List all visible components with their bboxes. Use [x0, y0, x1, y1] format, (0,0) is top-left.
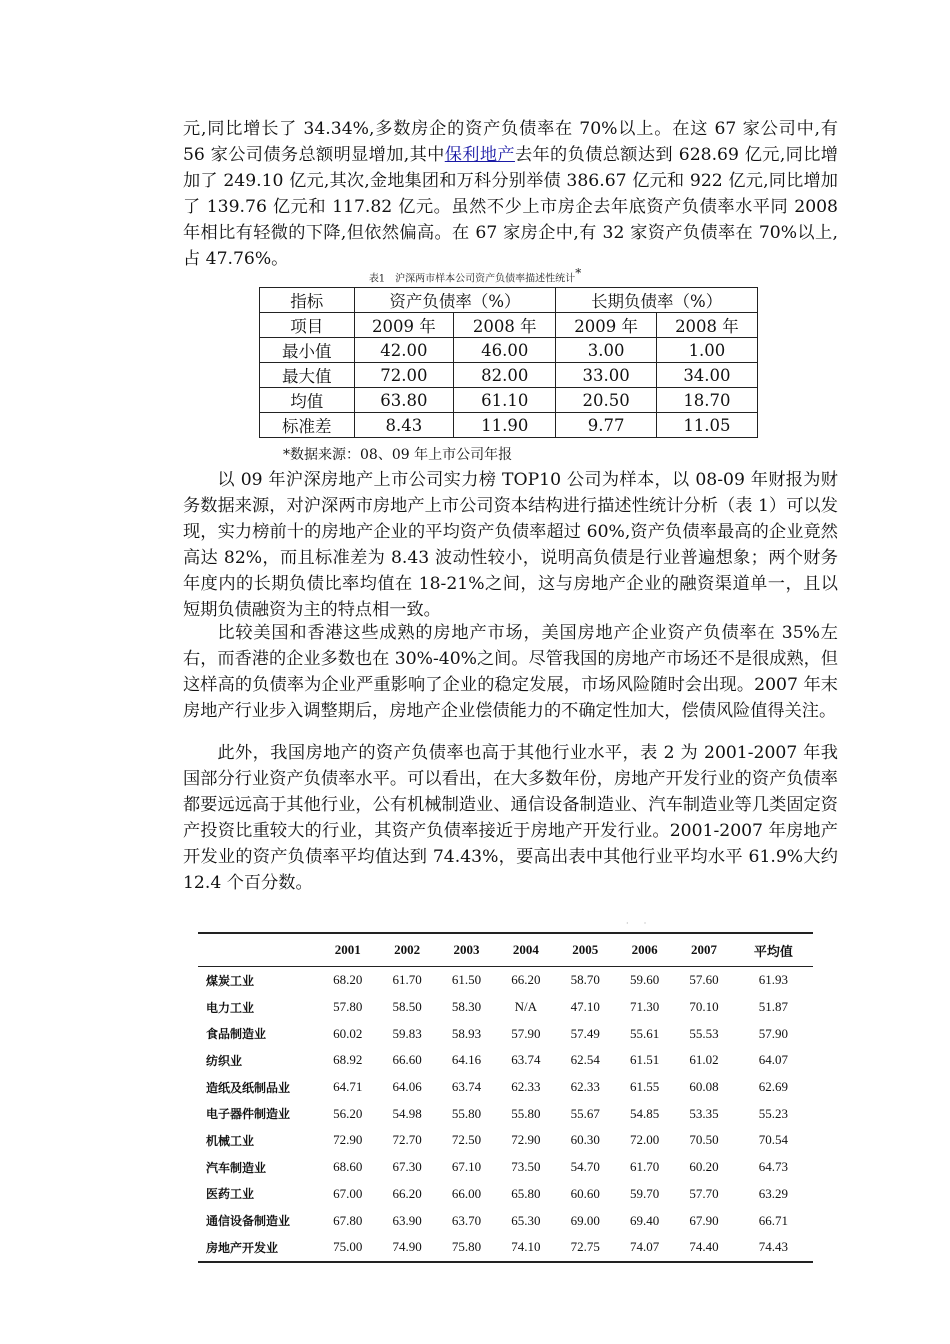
- table2-industry-cell: 通信设备制造业: [206, 1214, 291, 1229]
- table2-value-cell: 74.43: [758, 1239, 788, 1255]
- table1-cell: 61.10: [454, 388, 556, 413]
- table2-value-cell: 75.00: [333, 1239, 363, 1255]
- table2-value-cell: 65.30: [511, 1212, 541, 1228]
- table2-value-cell: 55.80: [451, 1105, 482, 1121]
- body-paragraph-1: 以 09 年沪深房地产上市公司实力榜 TOP10 公司为样本，以 08-09 年财报为财务数据来源，对沪深两市房地产上市公司资本结构进行描述性统计分析（表 1）可以发现，实力榜前十的房地产企业的平均资产负债率超过 60%,资产负债率最高的企业竟然高达 82%，而且标准差为 8.43 波动性较小，说明高负债是行业普遍想象；两个财务年度内的长期负债比率均值在 18-21%之间，这与房地产企业的融资渠道单一，且以短期负债融资为主的特点相一致。: [183, 470, 838, 620]
- table2-industry-cell: 电子器件制造业: [206, 1107, 291, 1122]
- table2-industry-cell: 房地产开发业: [206, 1240, 279, 1255]
- table2-value-cell: 73.50: [511, 1159, 541, 1175]
- table2-value-cell: 64.73: [758, 1159, 788, 1175]
- table2-value-cell: 53.35: [689, 1105, 719, 1121]
- table1-head-cell: 2009 年: [556, 313, 657, 338]
- table1-cell: 均值: [260, 388, 355, 413]
- table2-value-cell: 68.60: [333, 1159, 363, 1175]
- table2-value-cell: 59.60: [630, 972, 660, 988]
- table2-head-cell: 2007: [691, 942, 718, 957]
- table2-value-cell: 61.51: [630, 1052, 660, 1068]
- table2-value-cell: 70.50: [689, 1132, 719, 1148]
- table2-value-cell: 61.70: [630, 1159, 660, 1175]
- body-paragraph-3: 此外，我国房地产的资产负债率也高于其他行业水平，表 2 为 2001-2007 年我国部分行业资产负债率水平。可以看出，在大多数年份，房地产开发行业的资产负债率都要远远高于其他行业，公有机械制造业、通信设备制造业、汽车制造业等几类固定资产投资比重较大的行业，其资产负债率接近于房地产开发行业。2001-2007 年房地产开发业的资产负债率平均值达到 74.43%，要高出表中其他行业平均水平 61.9%大约 12.4 个百分数。: [183, 743, 838, 893]
- table2-row: [198, 1127, 813, 1154]
- table1-header-row: [260, 288, 758, 313]
- table2-row: [198, 1154, 813, 1181]
- table1-cell: 8.43: [354, 413, 454, 438]
- table2-value-cell: 58.93: [451, 1025, 482, 1041]
- table2-value-cell: 72.75: [570, 1239, 600, 1255]
- table2-value-cell: 63.70: [451, 1212, 482, 1228]
- table2-value-cell: 63.29: [758, 1185, 788, 1201]
- table2-row: [198, 1100, 813, 1127]
- table1-cell: 82.00: [454, 363, 556, 388]
- table2-value-cell: 67.90: [689, 1212, 719, 1228]
- table2-value-cell: 64.07: [758, 1052, 788, 1068]
- table2-head-cell: 平均值: [753, 943, 793, 959]
- table1-cell: 33.00: [556, 363, 657, 388]
- table2-value-cell: 62.54: [570, 1052, 600, 1068]
- table2-head-cell: 2001: [334, 942, 361, 957]
- table1-row: [260, 413, 758, 438]
- table1-cell: 标准差: [260, 413, 355, 438]
- table2-head-cell: [198, 933, 318, 967]
- intro-paragraph: [183, 116, 838, 272]
- table1-head-cell: 指标: [260, 288, 355, 313]
- table2-head-cell: 2005: [572, 942, 599, 957]
- table2-value-cell: 72.50: [451, 1132, 482, 1148]
- table2-industry-cell: 医药工业: [206, 1187, 255, 1202]
- table2-value-cell: 74.07: [630, 1239, 660, 1255]
- table1-cell: 34.00: [656, 363, 757, 388]
- table2-head-cell: 2003: [453, 942, 480, 957]
- table2-value-cell: 55.67: [570, 1105, 600, 1121]
- table2-industry-cell: 汽车制造业: [206, 1160, 267, 1175]
- table2-value-cell: 67.10: [451, 1159, 482, 1175]
- table2-industry-cell: 电力工业: [206, 1000, 255, 1015]
- table2-value-cell: 68.20: [333, 972, 363, 988]
- table1-subheader-row: [260, 313, 758, 338]
- table2-value-cell: 70.10: [689, 999, 719, 1015]
- table2-row: [198, 1234, 813, 1262]
- table2-industry-cell: 煤炭工业: [206, 973, 255, 988]
- table2-value-cell: 74.90: [392, 1239, 422, 1255]
- table2-value-cell: 63.74: [511, 1052, 541, 1068]
- table2-value-cell: 61.55: [630, 1079, 660, 1095]
- table2-head-cell: 2002: [394, 942, 421, 957]
- table2-value-cell: 54.98: [392, 1105, 422, 1121]
- baoli-link[interactable]: 保利地产: [444, 145, 515, 165]
- table1-row: [260, 363, 758, 388]
- table2-value-cell: 55.80: [511, 1105, 541, 1121]
- table1-row: [260, 388, 758, 413]
- table2-value-cell: 68.92: [333, 1052, 363, 1068]
- table2-value-cell: 57.70: [689, 1185, 719, 1201]
- table2-value-cell: 55.53: [689, 1025, 719, 1041]
- table1-head-cell: 2008 年: [656, 313, 757, 338]
- table2-industry-cell: 食品制造业: [206, 1027, 267, 1042]
- table2-head-cell: 2006: [631, 942, 658, 957]
- table2-value-cell: 51.87: [758, 999, 788, 1015]
- table2-value-cell: 62.33: [511, 1079, 541, 1095]
- table1-cell: 最大值: [260, 363, 355, 388]
- table2-value-cell: 74.10: [511, 1239, 541, 1255]
- table2-value-cell: 60.20: [689, 1159, 719, 1175]
- table2-value-cell: 67.80: [333, 1212, 363, 1228]
- table2-header-row: [198, 933, 813, 967]
- table2-value-cell: 69.40: [630, 1212, 660, 1228]
- table1-cell: 11.90: [454, 413, 556, 438]
- table2-value-cell: 72.00: [630, 1132, 660, 1148]
- table1-head-cell: 2009 年: [354, 313, 454, 338]
- table2-row: [198, 967, 813, 994]
- table2-row: [198, 1074, 813, 1101]
- table1-cell: 20.50: [556, 388, 657, 413]
- table1-head-cell: 项目: [260, 313, 355, 338]
- table2-value-cell: 72.90: [511, 1132, 541, 1148]
- table2-value-cell: 61.93: [758, 972, 788, 988]
- table2-row: [198, 1207, 813, 1234]
- table1-cell: 63.80: [354, 388, 454, 413]
- table2-value-cell: 54.85: [630, 1105, 660, 1121]
- table1-source-note: *数据来源：08、09 年上市公司年报: [283, 447, 513, 463]
- table2-value-cell: 72.90: [333, 1132, 363, 1148]
- table2-value-cell: 57.60: [689, 972, 719, 988]
- table1-caption-text: 表1 沪深两市样本公司资产负债率描述性统计: [368, 273, 576, 285]
- table2-value-cell: 60.02: [333, 1025, 363, 1041]
- scan-specks-decoration: · ·: [626, 919, 647, 928]
- table2-value-cell: 64.06: [392, 1079, 422, 1095]
- table2-value-cell: 63.74: [451, 1079, 482, 1095]
- table1: [259, 287, 758, 438]
- table2-value-cell: 47.10: [570, 999, 600, 1015]
- table2-row: [198, 994, 813, 1021]
- table2-value-cell: 64.71: [333, 1079, 363, 1095]
- table1-cell: 1.00: [656, 338, 757, 363]
- table2-row: [198, 1047, 813, 1074]
- table2-value-cell: 56.20: [333, 1105, 363, 1121]
- table2-row: [198, 1020, 813, 1047]
- table2-body: [198, 967, 813, 1262]
- table2-value-cell: 60.30: [570, 1132, 600, 1148]
- table1-cell: 72.00: [354, 363, 454, 388]
- table2-value-cell: 57.90: [758, 1025, 788, 1041]
- table2-value-cell: 66.60: [392, 1052, 422, 1068]
- table2-value-cell: 66.20: [392, 1185, 422, 1201]
- table2-value-cell: 58.30: [451, 999, 482, 1015]
- table2-value-cell: 70.54: [758, 1132, 788, 1148]
- table2-value-cell: 72.70: [392, 1132, 422, 1148]
- body-paragraph-2: 比较美国和香港这些成熟的房地产市场，美国房地产企业资产负债率在 35%左右，而香港的企业多数也在 30%-40%之间。尽管我国的房地产市场还不是很成熟，但这样高的负债率为企业严重影响了企业的稳定发展，市场风险随时会出现。2007 年末房地产行业步入调整期后，房地产企业偿债能力的不确定性加大，偿债风险值得关注。: [183, 623, 838, 721]
- table2-value-cell: 67.30: [392, 1159, 422, 1175]
- table2-value-cell: 71.30: [630, 999, 660, 1015]
- table1-head-cell: 长期负债率（%）: [556, 288, 758, 313]
- table2-value-cell: 66.71: [758, 1212, 788, 1228]
- table2-value-cell: 75.80: [451, 1239, 482, 1255]
- table2: [198, 932, 813, 1263]
- table2-value-cell: 61.02: [689, 1052, 719, 1068]
- table2-value-cell: 55.23: [758, 1105, 788, 1121]
- table2-value-cell: 67.00: [333, 1185, 363, 1201]
- table1-head-cell: 资产负债率（%）: [354, 288, 556, 313]
- table2-value-cell: 57.80: [333, 999, 363, 1015]
- table2-value-cell: 64.16: [451, 1052, 482, 1068]
- table1-head-cell: 2008 年: [454, 313, 556, 338]
- table2-value-cell: 69.00: [570, 1212, 600, 1228]
- table2-value-cell: 57.90: [511, 1025, 541, 1041]
- table2-value-cell: 66.20: [511, 972, 541, 988]
- table2-industry-cell: 纺织业: [206, 1053, 243, 1068]
- table1-cell: 最小值: [260, 338, 355, 363]
- table2-value-cell: 61.50: [451, 972, 482, 988]
- intro-text-after: 去年的负债总额达到 628.69 亿元,同比增加了 249.10 亿元,其次,金地集团和万科分别举债 386.67 亿元和 922 亿元,同比增加了 139.76 亿元和 117.82 亿元。虽然不少上市房企去年底资产负债率水平同 2008 年相比有轻微的下降,但依然偏高。在 67 家房企中,有 32 家资产负债率在 70%以上,占 47.76%。: [183, 145, 838, 269]
- table1-cell: 18.70: [656, 388, 757, 413]
- table2-value-cell: 59.70: [630, 1185, 660, 1201]
- table2-value-cell: 62.69: [758, 1079, 788, 1095]
- table2-value-cell: 60.60: [570, 1185, 600, 1201]
- table2-value-cell: 62.33: [570, 1079, 600, 1095]
- table1-cell: 9.77: [556, 413, 657, 438]
- table1-cell: 42.00: [354, 338, 454, 363]
- table2-value-cell: 54.70: [570, 1159, 600, 1175]
- table1-cell: 11.05: [656, 413, 757, 438]
- table2-value-cell: 55.61: [630, 1025, 660, 1041]
- table2-industry-cell: 造纸及纸制品业: [206, 1080, 291, 1095]
- table1-cell: 46.00: [454, 338, 556, 363]
- table2-head-cell: 2004: [512, 942, 539, 957]
- table2-value-cell: N/A: [514, 999, 538, 1015]
- table2-value-cell: 61.70: [392, 972, 422, 988]
- table1-row: [260, 338, 758, 363]
- table1-caption: [0, 266, 950, 284]
- table2-value-cell: 63.90: [392, 1212, 422, 1228]
- table2-value-cell: 66.00: [451, 1185, 482, 1201]
- table1-cell: 3.00: [556, 338, 657, 363]
- table2-value-cell: 58.50: [392, 999, 422, 1015]
- table2-value-cell: 57.49: [570, 1025, 600, 1041]
- table2-value-cell: 59.83: [392, 1025, 422, 1041]
- table2-value-cell: 58.70: [570, 972, 600, 988]
- intro-text-before: 元,同比增长了 34.34%,多数房企的资产负债率在 70%以上。在这 67 家公司中,有 56 家公司债务总额明显增加,其中: [183, 119, 838, 165]
- table2-value-cell: 60.08: [689, 1079, 719, 1095]
- table2-value-cell: 74.40: [689, 1239, 719, 1255]
- table2-value-cell: 65.80: [511, 1185, 541, 1201]
- table1-caption-mark: *: [575, 266, 582, 280]
- table2-row: [198, 1181, 813, 1208]
- table2-industry-cell: 机械工业: [206, 1133, 255, 1148]
